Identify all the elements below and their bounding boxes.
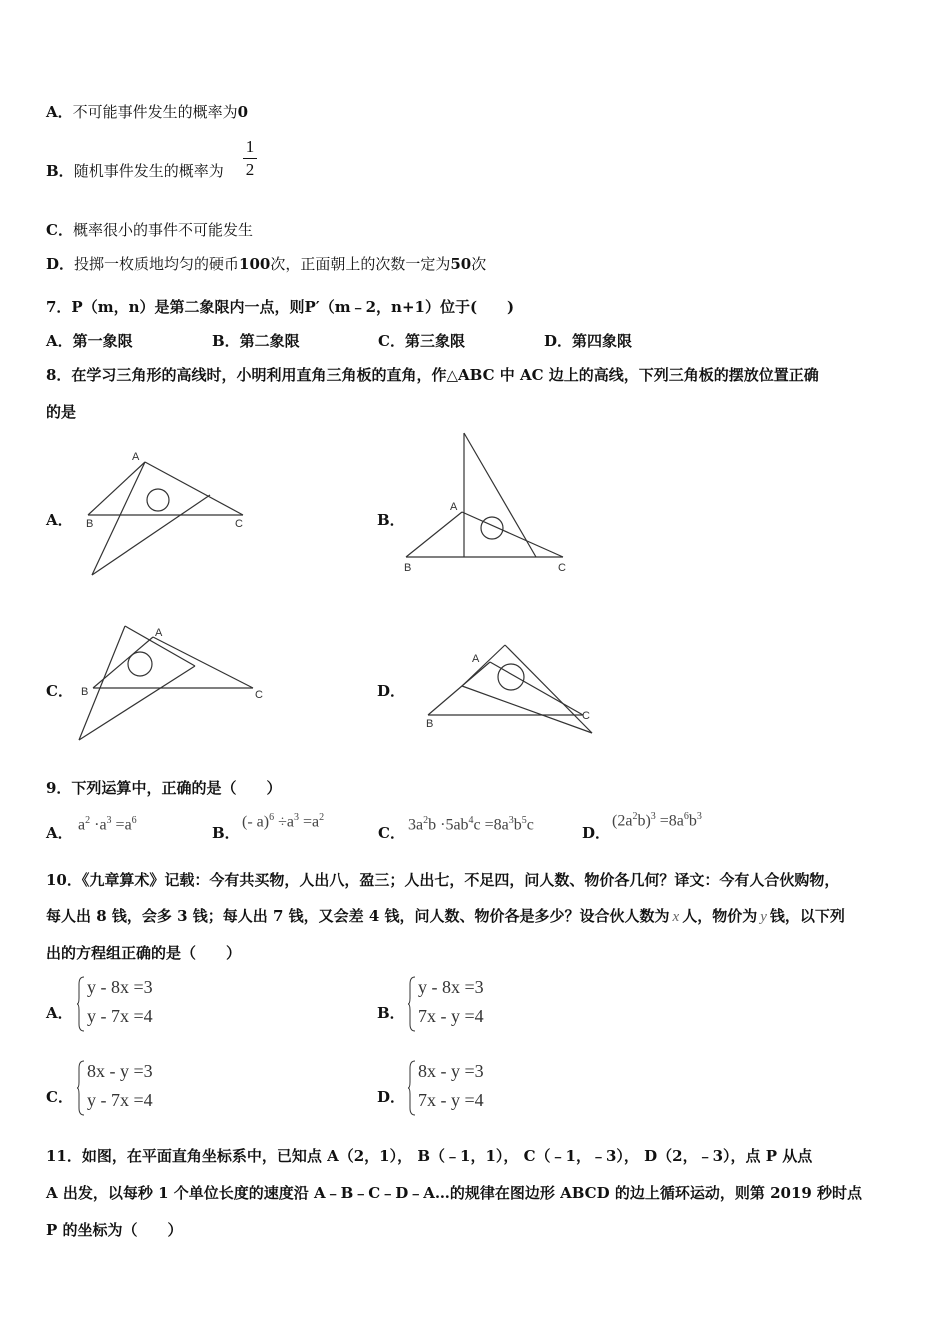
q10-label-a: A． bbox=[46, 1004, 73, 1022]
brace-icon bbox=[77, 1060, 85, 1116]
q6-option-a-num: 0 bbox=[237, 103, 249, 121]
q10-line1: 10．《九章算术》记载：今有共买物，人出八，盈三；人出七，不足四，问人数、物价各几何？译文：今有人合伙购物， bbox=[46, 871, 840, 889]
q8-figure-c bbox=[75, 620, 265, 749]
fig-c-point-c: C bbox=[255, 689, 263, 701]
q11-line2: A 出发，以每秒 1 个单位长度的速度沿 A﹣B﹣C﹣D﹣A…的规律在图边形 ABCD 的边上循环运动，则第 2019 秒时点 bbox=[46, 1184, 863, 1202]
fig-d-point-a: A bbox=[472, 653, 480, 665]
fig-c-point-a: A bbox=[155, 627, 163, 639]
q6-option-d-text3: 次 bbox=[471, 255, 487, 273]
q6-option-b-fraction bbox=[240, 137, 260, 180]
fig-c-side-ac bbox=[153, 637, 253, 688]
fig-d-point-c: C bbox=[582, 710, 590, 722]
q10-system-a-eq2: y - 7x =4 bbox=[87, 1006, 153, 1026]
q10-line2-a: 每人出 8 钱，会多 3 钱；每人出 7 钱，又会差 4 钱，问人数、物价各是多少？设合伙人数为 bbox=[46, 907, 670, 925]
q6-option-b-text: 随机事件发生的概率为 bbox=[73, 162, 224, 180]
fraction-bar bbox=[243, 158, 257, 159]
q9-label-b: B． bbox=[212, 824, 240, 842]
fig-b-point-a: A bbox=[450, 501, 458, 513]
q8-figure-a bbox=[80, 445, 250, 584]
fig-c-side-ab bbox=[93, 637, 153, 688]
fig-c-point-b: B bbox=[81, 686, 89, 698]
fig-a-ruler-edge2 bbox=[92, 495, 210, 575]
fig-b-ruler-hole bbox=[481, 517, 503, 539]
q10-system-b-eq2: 7x - y =4 bbox=[418, 1006, 484, 1026]
q8-stem-line2: 的是 bbox=[46, 403, 77, 421]
q6-option-a-text: 不可能事件发生的概率为 bbox=[72, 103, 238, 121]
brace-icon bbox=[408, 976, 416, 1032]
fig-b-side-ac bbox=[462, 512, 563, 557]
q10-label-b: B． bbox=[377, 1004, 405, 1022]
q6-option-d-text1: 投掷一枚质地均匀的硬币 bbox=[74, 255, 240, 273]
q7-option-c: C．第三象限 bbox=[378, 332, 465, 350]
q6-option-d-n2: 50 bbox=[450, 255, 472, 273]
q8-stem-line1: 8．在学习三角形的高线时，小明利用直角三角板的直角，作△ABC 中 AC 边上的高线，下列三角板的摆放位置正确 bbox=[46, 366, 819, 384]
fig-a-point-b: B bbox=[86, 518, 94, 530]
q11-line3: P 的坐标为（ ） bbox=[46, 1221, 183, 1239]
q10-var-x: x bbox=[672, 909, 680, 925]
fig-b-side-ab bbox=[406, 512, 462, 557]
fig-d-side-ab bbox=[428, 662, 490, 715]
fig-c-ruler-edge1 bbox=[79, 626, 125, 740]
q6-option-d-label: D． bbox=[46, 255, 75, 273]
q9-expr-d: $(2a^2b)^3 =8a^6b^3$ bbox=[612, 811, 702, 830]
brace-icon bbox=[408, 1060, 416, 1116]
fig-a-side-ab bbox=[88, 462, 145, 515]
q9-expr-a: $a^2 \cdot a^3 =a^6$ bbox=[78, 815, 137, 834]
q6-option-a bbox=[46, 102, 248, 122]
q9-stem: 9．下列运算中，正确的是（ ） bbox=[46, 779, 282, 797]
q6-option-d-text2: 次，正面朝上的次数一定为 bbox=[270, 255, 451, 273]
q9-label-c: C． bbox=[378, 824, 405, 842]
q10-system-b bbox=[408, 976, 528, 1032]
q10-system-b-eq1: y - 8x =3 bbox=[418, 977, 484, 997]
q6-option-c-label: C． bbox=[46, 221, 73, 239]
q10-system-c bbox=[77, 1060, 197, 1116]
q10-system-a bbox=[77, 976, 197, 1032]
q10-label-c: C． bbox=[46, 1088, 73, 1106]
fig-c-ruler-edge3 bbox=[79, 666, 195, 740]
q10-line2-c: 钱，以下列 bbox=[769, 907, 845, 925]
fig-d-point-b: B bbox=[426, 718, 434, 730]
q8-label-d: D． bbox=[377, 682, 406, 700]
brace-icon bbox=[77, 976, 85, 1032]
fig-a-side-ac bbox=[145, 462, 243, 515]
fig-c-ruler-hole bbox=[128, 652, 152, 676]
q11-line1: 11．如图，在平面直角坐标系中，已知点 A（2，1）， B（﹣1，1）， C（﹣1，﹣3）， D（2，﹣3），点 P 从点 bbox=[46, 1147, 813, 1165]
fig-b-ruler-hyp bbox=[464, 433, 536, 557]
q10-line2 bbox=[46, 906, 845, 927]
q6-option-b bbox=[46, 161, 224, 181]
q10-line2-b: 人，物价为 bbox=[682, 907, 758, 925]
q6-option-d-n1: 100 bbox=[239, 255, 271, 273]
q8-label-b: B． bbox=[377, 511, 405, 529]
q6-option-d bbox=[46, 254, 486, 274]
q10-system-c-eq1: 8x - y =3 bbox=[87, 1061, 153, 1081]
fig-a-ruler-hole bbox=[147, 489, 169, 511]
q6-option-a-label: A． bbox=[46, 103, 73, 121]
q10-system-a-eq1: y - 8x =3 bbox=[87, 977, 153, 997]
q6-option-c-text: 概率很小的事件不可能发生 bbox=[72, 221, 253, 239]
q7-stem: 7．P（m，n）是第二象限内一点，则P′（m﹣2，n+1）位于( ) bbox=[46, 298, 515, 316]
q6-option-c bbox=[46, 220, 253, 240]
q10-var-y: y bbox=[760, 909, 767, 925]
q8-label-c: C． bbox=[46, 682, 73, 700]
q10-system-d bbox=[408, 1060, 528, 1116]
q8-label-a: A． bbox=[46, 511, 73, 529]
q6-option-b-label: B． bbox=[46, 162, 74, 180]
fig-d-ruler-edge1 bbox=[505, 645, 592, 733]
fig-a-point-c: C bbox=[235, 518, 243, 530]
q9-label-a: A． bbox=[46, 824, 73, 842]
q9-expr-c: $3a^2b \cdot 5ab^4c =8a^3b^5c$ bbox=[408, 815, 534, 834]
q10-system-d-eq2: 7x - y =4 bbox=[418, 1090, 484, 1110]
q7-option-a: A．第一象限 bbox=[46, 332, 133, 350]
q9-expr-b: (- $a)^6 \div a^3 =a^2$ bbox=[242, 812, 325, 831]
q10-system-c-eq2: y - 7x =4 bbox=[87, 1090, 153, 1110]
fig-a-ruler-edge1 bbox=[92, 462, 145, 575]
fig-b-point-b: B bbox=[404, 562, 412, 574]
fraction-numerator: 1 bbox=[245, 137, 255, 156]
q9-label-d: D． bbox=[582, 824, 611, 842]
fig-d-ruler-hole bbox=[498, 664, 524, 690]
q7-option-d: D．第四象限 bbox=[544, 332, 633, 350]
fraction-denominator: 2 bbox=[245, 160, 255, 179]
q10-line3: 出的方程组正确的是（ ） bbox=[46, 944, 242, 962]
q8-figure-d bbox=[420, 640, 600, 744]
fig-b-point-c: C bbox=[558, 562, 566, 574]
q10-label-d: D． bbox=[377, 1088, 406, 1106]
q10-system-d-eq1: 8x - y =3 bbox=[418, 1061, 484, 1081]
q7-option-b: B．第二象限 bbox=[212, 332, 300, 350]
fig-a-point-a: A bbox=[132, 451, 140, 463]
q8-figure-b bbox=[400, 430, 570, 579]
